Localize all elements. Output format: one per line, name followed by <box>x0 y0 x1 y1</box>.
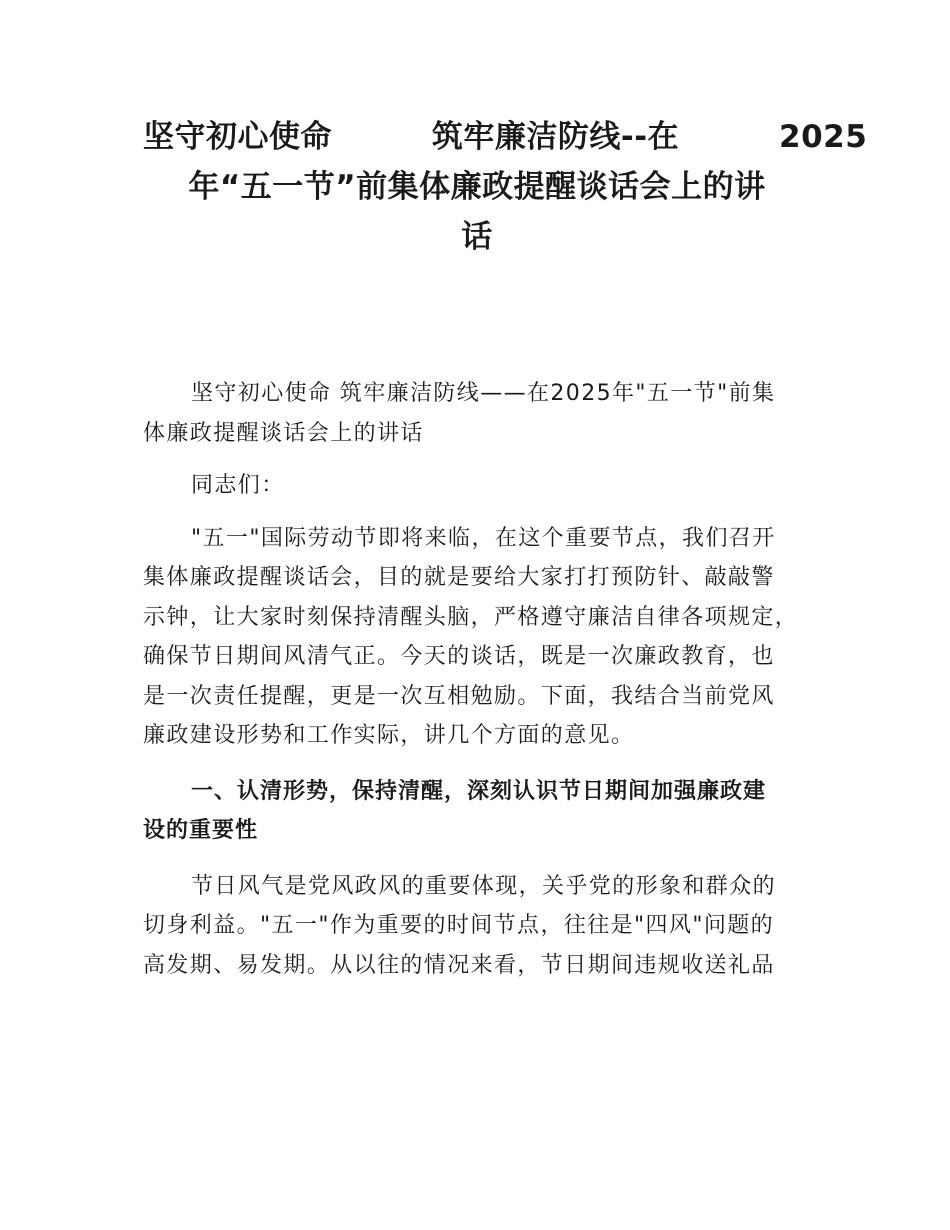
paragraph-line: 确保节日期间风清气正。今天的谈话，既是一次廉政教育，也 <box>143 644 775 669</box>
greeting-text: 同志们： <box>191 473 285 498</box>
paragraph-line: 高发期、易发期。从以往的情况来看，节日期间违规收送礼品 <box>143 952 775 978</box>
paragraph-line: "五一"国际劳动节即将来临，在这个重要节点，我们召开 <box>191 525 776 551</box>
paragraph-line: 节日风气是党风政风的重要体现，关乎党的形象和群众的 <box>191 873 777 899</box>
section-1-paragraph <box>143 867 811 986</box>
title-phrase-1: 坚守初心使命 <box>143 119 332 155</box>
paragraph-line: 示钟，让大家时刻保持清醒头脑，严格遵守廉洁自律各项规定， <box>143 604 799 630</box>
greeting-paragraph <box>143 466 811 506</box>
title-line-1 <box>143 112 868 162</box>
paragraph-line: 是一次责任提醒，更是一次互相勉励。下面，我结合当前党风 <box>143 683 775 709</box>
subtitle-line: 体廉政提醒谈话会上的讲话 <box>143 420 424 446</box>
title-line-3: 话 <box>461 219 493 255</box>
title-phrase-2: 筑牢廉洁防线--在 <box>431 119 680 155</box>
subtitle-line: 坚守初心使命 筑牢廉洁防线——在2025年"五一节"前集 <box>191 381 776 406</box>
title-line-2: 年“五一节”前集体廉政提醒谈话会上的讲 <box>188 169 766 205</box>
title-year: 2025 <box>779 119 868 155</box>
document-body <box>143 374 811 985</box>
heading-line: 一、认清形势，保持清醒，深刻认识节日期间加强廉政建 <box>191 778 767 804</box>
paragraph-line: 集体廉政提醒谈话会，目的就是要给大家打打预防针、敲敲警 <box>143 565 775 590</box>
paragraph-line: 廉政建设形势和工作实际，讲几个方面的意见。 <box>143 723 635 748</box>
document-page <box>143 112 868 998</box>
paragraph-line: 切身利益。"五一"作为重要的时间节点，往往是"四风"问题的 <box>143 913 775 938</box>
section-heading-1 <box>143 772 811 851</box>
subtitle-paragraph <box>143 374 811 453</box>
document-title <box>143 112 868 262</box>
intro-paragraph <box>143 519 811 756</box>
heading-line: 设的重要性 <box>143 818 259 843</box>
